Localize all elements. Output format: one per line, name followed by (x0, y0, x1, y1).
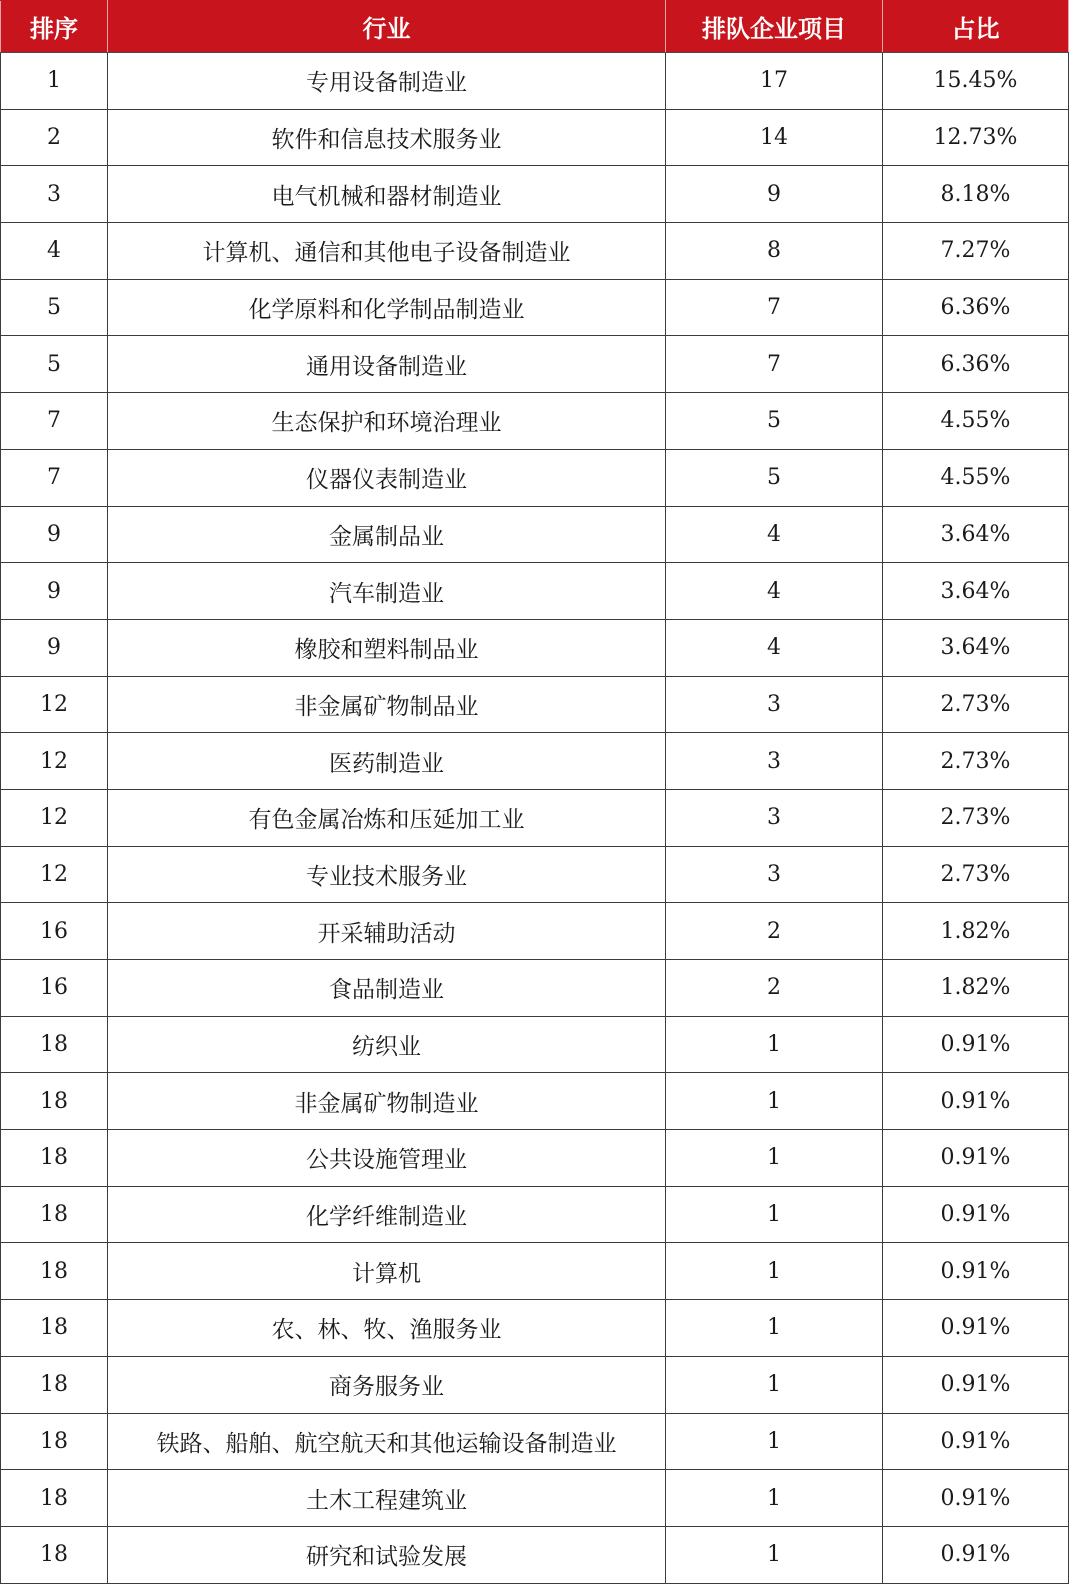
table-row (1, 393, 1069, 450)
table-row (1, 1073, 1069, 1130)
cell-count: 5 (666, 449, 883, 506)
header-row (1, 1, 1069, 53)
cell-count: 2 (666, 960, 883, 1017)
cell-share: 0.91% (883, 1526, 1069, 1583)
cell-share: 0.91% (883, 1016, 1069, 1073)
table-body (1, 53, 1069, 1584)
cell-industry: 有色金属冶炼和压延加工业 (108, 789, 666, 846)
cell-rank: 18 (1, 1356, 108, 1413)
table-row (1, 449, 1069, 506)
cell-industry: 农、林、牧、渔服务业 (108, 1300, 666, 1357)
cell-count: 1 (666, 1356, 883, 1413)
cell-rank: 7 (1, 393, 108, 450)
cell-count: 1 (666, 1016, 883, 1073)
table-row (1, 676, 1069, 733)
cell-count: 9 (666, 166, 883, 223)
cell-share: 2.73% (883, 846, 1069, 903)
table-row (1, 109, 1069, 166)
cell-rank: 2 (1, 109, 108, 166)
table-row (1, 789, 1069, 846)
cell-count: 1 (666, 1243, 883, 1300)
cell-industry: 研究和试验发展 (108, 1526, 666, 1583)
cell-industry: 医药制造业 (108, 733, 666, 790)
header-rank: 排序 (1, 1, 108, 53)
table-row (1, 1356, 1069, 1413)
cell-rank: 18 (1, 1300, 108, 1357)
cell-share: 7.27% (883, 223, 1069, 280)
cell-count: 4 (666, 619, 883, 676)
cell-count: 1 (666, 1413, 883, 1470)
cell-rank: 18 (1, 1130, 108, 1187)
cell-count: 7 (666, 279, 883, 336)
cell-industry: 计算机、通信和其他电子设备制造业 (108, 223, 666, 280)
cell-share: 4.55% (883, 393, 1069, 450)
cell-rank: 9 (1, 619, 108, 676)
cell-rank: 18 (1, 1470, 108, 1527)
cell-count: 8 (666, 223, 883, 280)
cell-share: 6.36% (883, 336, 1069, 393)
cell-industry: 计算机 (108, 1243, 666, 1300)
cell-share: 1.82% (883, 903, 1069, 960)
cell-rank: 12 (1, 733, 108, 790)
cell-industry: 公共设施管理业 (108, 1130, 666, 1187)
cell-rank: 16 (1, 903, 108, 960)
cell-share: 0.91% (883, 1243, 1069, 1300)
cell-count: 3 (666, 846, 883, 903)
cell-share: 3.64% (883, 563, 1069, 620)
table-row (1, 223, 1069, 280)
table-row (1, 563, 1069, 620)
cell-industry: 软件和信息技术服务业 (108, 109, 666, 166)
cell-industry: 汽车制造业 (108, 563, 666, 620)
cell-count: 1 (666, 1186, 883, 1243)
table-row (1, 1243, 1069, 1300)
cell-industry: 非金属矿物制品业 (108, 676, 666, 733)
table-row (1, 733, 1069, 790)
cell-industry: 非金属矿物制造业 (108, 1073, 666, 1130)
cell-rank: 7 (1, 449, 108, 506)
cell-rank: 18 (1, 1016, 108, 1073)
cell-industry: 电气机械和器材制造业 (108, 166, 666, 223)
cell-share: 8.18% (883, 166, 1069, 223)
cell-count: 3 (666, 789, 883, 846)
cell-rank: 18 (1, 1186, 108, 1243)
cell-industry: 橡胶和塑料制品业 (108, 619, 666, 676)
cell-share: 15.45% (883, 53, 1069, 110)
header-count: 排队企业项目 (666, 1, 883, 53)
cell-rank: 18 (1, 1413, 108, 1470)
cell-share: 2.73% (883, 789, 1069, 846)
table-row (1, 279, 1069, 336)
table-header (1, 1, 1069, 53)
table-row (1, 846, 1069, 903)
table-row (1, 1470, 1069, 1527)
cell-count: 2 (666, 903, 883, 960)
cell-industry: 纺织业 (108, 1016, 666, 1073)
table-row (1, 53, 1069, 110)
cell-rank: 18 (1, 1243, 108, 1300)
cell-count: 1 (666, 1470, 883, 1527)
cell-share: 1.82% (883, 960, 1069, 1017)
table-row (1, 166, 1069, 223)
cell-rank: 4 (1, 223, 108, 280)
cell-share: 0.91% (883, 1186, 1069, 1243)
table-row (1, 1526, 1069, 1583)
cell-count: 1 (666, 1130, 883, 1187)
table-row (1, 1016, 1069, 1073)
cell-rank: 5 (1, 279, 108, 336)
cell-industry: 生态保护和环境治理业 (108, 393, 666, 450)
cell-rank: 18 (1, 1073, 108, 1130)
cell-rank: 12 (1, 846, 108, 903)
cell-share: 3.64% (883, 619, 1069, 676)
cell-rank: 18 (1, 1526, 108, 1583)
cell-share: 12.73% (883, 109, 1069, 166)
cell-count: 5 (666, 393, 883, 450)
cell-rank: 1 (1, 53, 108, 110)
cell-count: 3 (666, 676, 883, 733)
table-row (1, 1413, 1069, 1470)
cell-share: 2.73% (883, 733, 1069, 790)
cell-count: 14 (666, 109, 883, 166)
cell-share: 2.73% (883, 676, 1069, 733)
cell-industry: 化学纤维制造业 (108, 1186, 666, 1243)
cell-share: 3.64% (883, 506, 1069, 563)
cell-rank: 9 (1, 506, 108, 563)
header-share: 占比 (883, 1, 1069, 53)
header-industry: 行业 (108, 1, 666, 53)
cell-count: 3 (666, 733, 883, 790)
cell-count: 7 (666, 336, 883, 393)
cell-rank: 16 (1, 960, 108, 1017)
table-row (1, 1130, 1069, 1187)
table-row (1, 336, 1069, 393)
cell-industry: 化学原料和化学制品制造业 (108, 279, 666, 336)
cell-share: 0.91% (883, 1130, 1069, 1187)
cell-industry: 专用设备制造业 (108, 53, 666, 110)
cell-industry: 通用设备制造业 (108, 336, 666, 393)
cell-industry: 开采辅助活动 (108, 903, 666, 960)
cell-count: 1 (666, 1073, 883, 1130)
cell-share: 0.91% (883, 1300, 1069, 1357)
table-row (1, 1186, 1069, 1243)
cell-count: 1 (666, 1526, 883, 1583)
cell-industry: 土木工程建筑业 (108, 1470, 666, 1527)
cell-industry: 金属制品业 (108, 506, 666, 563)
cell-share: 0.91% (883, 1073, 1069, 1130)
cell-rank: 12 (1, 789, 108, 846)
cell-industry: 专业技术服务业 (108, 846, 666, 903)
cell-count: 4 (666, 563, 883, 620)
cell-share: 4.55% (883, 449, 1069, 506)
cell-rank: 12 (1, 676, 108, 733)
cell-share: 6.36% (883, 279, 1069, 336)
cell-industry: 铁路、船舶、航空航天和其他运输设备制造业 (108, 1413, 666, 1470)
table-row (1, 1300, 1069, 1357)
cell-industry: 食品制造业 (108, 960, 666, 1017)
table-row (1, 619, 1069, 676)
cell-count: 4 (666, 506, 883, 563)
cell-count: 17 (666, 53, 883, 110)
cell-industry: 商务服务业 (108, 1356, 666, 1413)
table-row (1, 903, 1069, 960)
cell-share: 0.91% (883, 1413, 1069, 1470)
cell-count: 1 (666, 1300, 883, 1357)
cell-rank: 9 (1, 563, 108, 620)
table-row (1, 506, 1069, 563)
cell-rank: 5 (1, 336, 108, 393)
cell-industry: 仪器仪表制造业 (108, 449, 666, 506)
cell-rank: 3 (1, 166, 108, 223)
cell-share: 0.91% (883, 1470, 1069, 1527)
cell-share: 0.91% (883, 1356, 1069, 1413)
table-row (1, 960, 1069, 1017)
